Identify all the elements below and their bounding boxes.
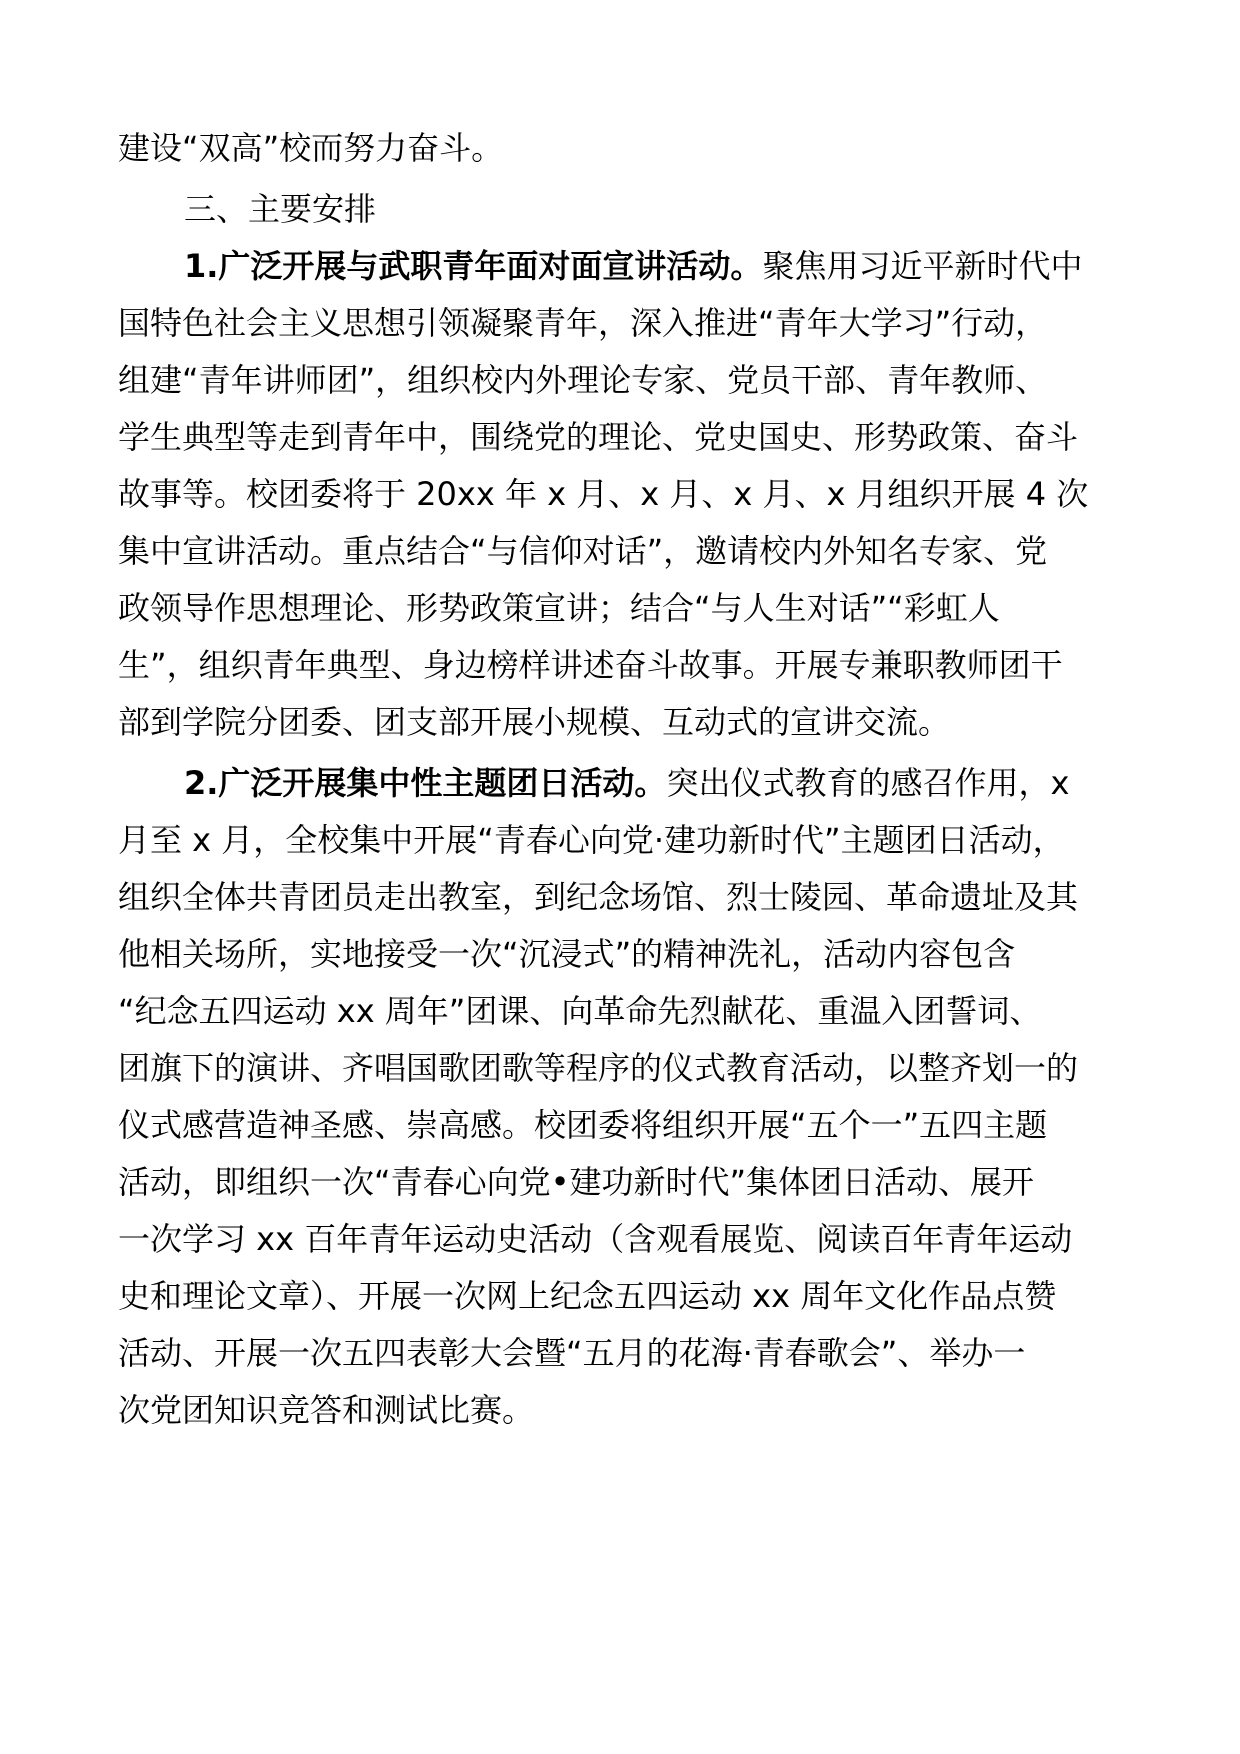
item2-line: 组织全体共青团员走出教室，到纪念场馆、烈士陵园、革命遗址及其 <box>118 878 1079 916</box>
item2-line: 突出仪式教育的感召作用，x <box>666 764 1070 802</box>
item1-heading: 1.广泛开展与武职青年面对面宣讲活动。 <box>184 247 763 285</box>
item1-line: 国特色社会主义思想引领凝聚青年，深入推进“青年大学习”行动， <box>118 304 1048 342</box>
intro-line: 建设“双高”校而努力奋斗。 <box>118 129 504 167</box>
item2-first-line <box>184 763 1069 803</box>
item2-line: 史和理论文章）、开展一次网上纪念五四运动 xx 周年文化作品点赞 <box>118 1277 1057 1315</box>
item1-line: 政领导作思想理论、形势政策宣讲；结合“与人生对话”“彩虹人 <box>118 589 1000 627</box>
item2-line: 月至 x 月，全校集中开展“青春心向党·建功新时代”主题团日活动， <box>118 821 1065 859</box>
item2-line: 活动，即组织一次“青春心向党•建功新时代”集体团日活动、展开 <box>118 1163 1035 1201</box>
item2-line: 活动、开展一次五四表彰大会暨“五月的花海·青春歌会”、举办一 <box>118 1334 1026 1372</box>
item2-heading: 2.广泛开展集中性主题团日活动。 <box>184 764 667 802</box>
item2-line: 团旗下的演讲、齐唱国歌团歌等程序的仪式教育活动，以整齐划一的 <box>118 1049 1079 1087</box>
item1-first-line <box>184 246 1082 286</box>
item2-line: 一次学习 xx 百年青年运动史活动（含观看展览、阅读百年青年运动 <box>118 1220 1073 1258</box>
item1-line: 部到学院分团委、团支部开展小规模、互动式的宣讲交流。 <box>118 703 951 741</box>
item1-line: 故事等。校团委将于 20xx 年 x 月、x 月、x 月、x 月组织开展 4 次 <box>118 475 1089 513</box>
item1-line: 组建“青年讲师团”，组织校内外理论专家、党员干部、青年教师、 <box>118 361 1048 399</box>
item2-line: “纪念五四运动 xx 周年”团课、向革命先烈献花、重温入团誓词、 <box>118 992 1042 1030</box>
item1-line: 生”，组织青年典型、身边榜样讲述奋斗故事。开展专兼职教师团干 <box>118 646 1063 684</box>
section-heading: 三、主要安排 <box>184 190 377 228</box>
item1-line: 学生典型等走到青年中，围绕党的理论、党史国史、形势政策、奋斗 <box>118 418 1079 456</box>
item2-line: 仪式感营造神圣感、崇高感。校团委将组织开展“五个一”五四主题 <box>118 1106 1048 1144</box>
item1-line: 集中宣讲活动。重点结合“与信仰对话”，邀请校内外知名专家、党 <box>118 532 1048 570</box>
item2-line: 他相关场所，实地接受一次“沉浸式”的精神洗礼，活动内容包含 <box>118 935 1016 973</box>
item1-line: 聚焦用习近平新时代中 <box>762 247 1083 285</box>
item2-line: 次党团知识竞答和测试比赛。 <box>118 1391 535 1429</box>
